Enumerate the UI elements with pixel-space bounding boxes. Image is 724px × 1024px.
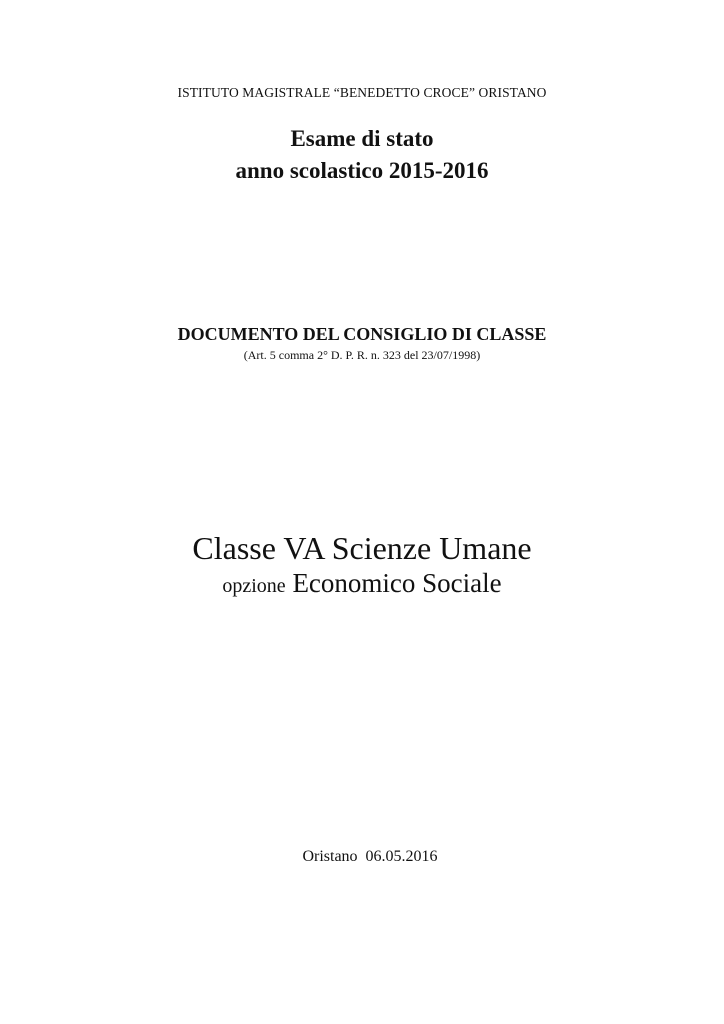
- date-text: Oristano 06.05.2016: [302, 848, 438, 865]
- place-and-date: [8, 848, 724, 866]
- school-year: anno scolastico 2015-2016: [235, 158, 489, 183]
- exam-title: Esame di stato: [290, 126, 434, 151]
- institute-name: ISTITUTO MAGISTRALE “BENEDETTO CROCE” ORISTANO: [177, 85, 547, 100]
- document-title: DOCUMENTO DEL CONSIGLIO DI CLASSE: [177, 324, 547, 344]
- option-prefix: opzione: [222, 575, 286, 597]
- class-title: Classe VA Scienze Umane: [192, 530, 532, 566]
- option-name: Economico Sociale: [292, 568, 502, 598]
- document-reference: (Art. 5 comma 2° D. P. R. n. 323 del 23/07/1998): [243, 348, 481, 362]
- class-option: [0, 568, 724, 599]
